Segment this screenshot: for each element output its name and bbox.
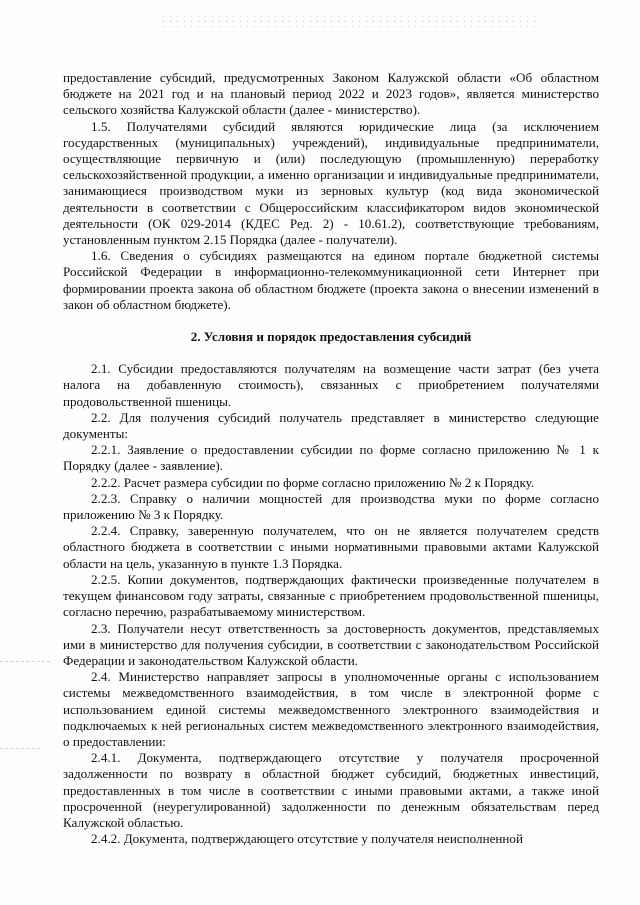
paragraph-2-3: 2.3. Получатели несут ответственность за достоверность документов, представляемых ими в министерство для получения субсидии, в соответствии с законодательством Российской Федерации и законодательством Калужской области. bbox=[63, 620, 599, 668]
paragraph-2-4: 2.4. Министерство направляет запросы в уполномоченные органы с использованием системы межведомственного взаимодействия, в том числе в электронной форме с использованием единой системы межведомственного электронного взаимодействия и подключаемых к ней региональных систем межведомственного электронного взаимодействия, о предоставлении: bbox=[63, 669, 599, 749]
section-spacer bbox=[63, 345, 599, 361]
paragraph-1-6: 1.6. Сведения о субсидиях размещаются на едином портале бюджетной системы Российской Федерации в информационно-телекоммуникационной сети Интернет при формировании проекта закона об областном бюджете (проекта закона о внесении изменений в закон об областном бюджете). bbox=[63, 248, 599, 312]
paragraph-1-5: 1.5. Получателями субсидий являются юридические лица (за исключением государственных (муниципальных) учреждений), индивидуальные предприниматели, осуществляющие первичную и (или) последующую (промышленную) переработку сельскохозяйственной продукции, а именно организации и индивидуальные предприниматели, занимающиеся производством муки из зерновых культур (код вида экономической деятельности в соответствии с Общероссийским классификатором видов экономической деятельности (ОК 029-2014 (КДЕС Ред. 2) - 10.61.2), соответствующие требованиям, установленным пунктом 2.15 Порядка (далее - получатели). bbox=[63, 118, 599, 248]
paragraph-2-4-2: 2.4.2. Документа, подтверждающего отсутствие у получателя неисполненной bbox=[91, 831, 523, 847]
scan-margin-mark bbox=[0, 661, 50, 662]
section-title: 2. Условия и порядок предоставления субсидий bbox=[190, 329, 472, 345]
paragraph-2-2-1: 2.2.1. Заявление о предоставлении субсидии по форме согласно приложению № 1 к Порядку (далее - заявление). bbox=[63, 442, 599, 474]
section-spacer bbox=[63, 313, 599, 329]
paragraph-2-2-3: 2.2.3. Справку о наличии мощностей для производства муки по форме согласно приложению № 3 к Порядку. bbox=[63, 490, 599, 523]
paragraph-2-2-4: 2.2.4. Справку, заверенную получателем, что он не является получателем средств областного бюджета в соответствии с иными нормативными правовыми актами Калужской области на цель, указанную в пункте 1.3 Порядка. bbox=[63, 523, 599, 571]
paragraph-continuation: предоставление субсидий, предусмотренных Законом Калужской области «Об областном бюджете на 2021 год и на плановый период 2022 и 2023 годов», является министерство сельского хозяйства Калужской области (далее - министерство). bbox=[63, 70, 599, 118]
scan-margin-mark bbox=[0, 748, 40, 749]
paragraph-2-4-1: 2.4.1. Документа, подтверждающего отсутствие у получателя просроченной задолженности по возврату в областной бюджет субсидий, бюджетных инвестиций, предоставленных в том числе в соответствии с иными правовыми актами, а также иной просроченной (неурегулированной) задолженности по денежным обязательствам перед Калужской областью. bbox=[63, 750, 599, 830]
paragraph-2-1: 2.1. Субсидии предоставляются получателям на возмещение части затрат (без учета налога на добавленную стоимость), связанных с приобретением получателями продовольственной пшеницы. bbox=[63, 361, 599, 409]
paragraph-2-2: 2.2. Для получения субсидий получатель представляет в министерство следующие документы: bbox=[63, 409, 599, 442]
paragraph-2-2-2: 2.2.2. Расчет размера субсидии по форме согласно приложению № 2 к Порядку. bbox=[91, 474, 535, 490]
scan-header-noise bbox=[160, 14, 540, 28]
paragraph-2-2-5: 2.2.5. Копии документов, подтверждающих фактически произведенные получателем в текущем финансовом году затраты, связанные с приобретением продовольственной пшеницы, согласно перечню, разрабатываемому министерством. bbox=[63, 571, 599, 620]
